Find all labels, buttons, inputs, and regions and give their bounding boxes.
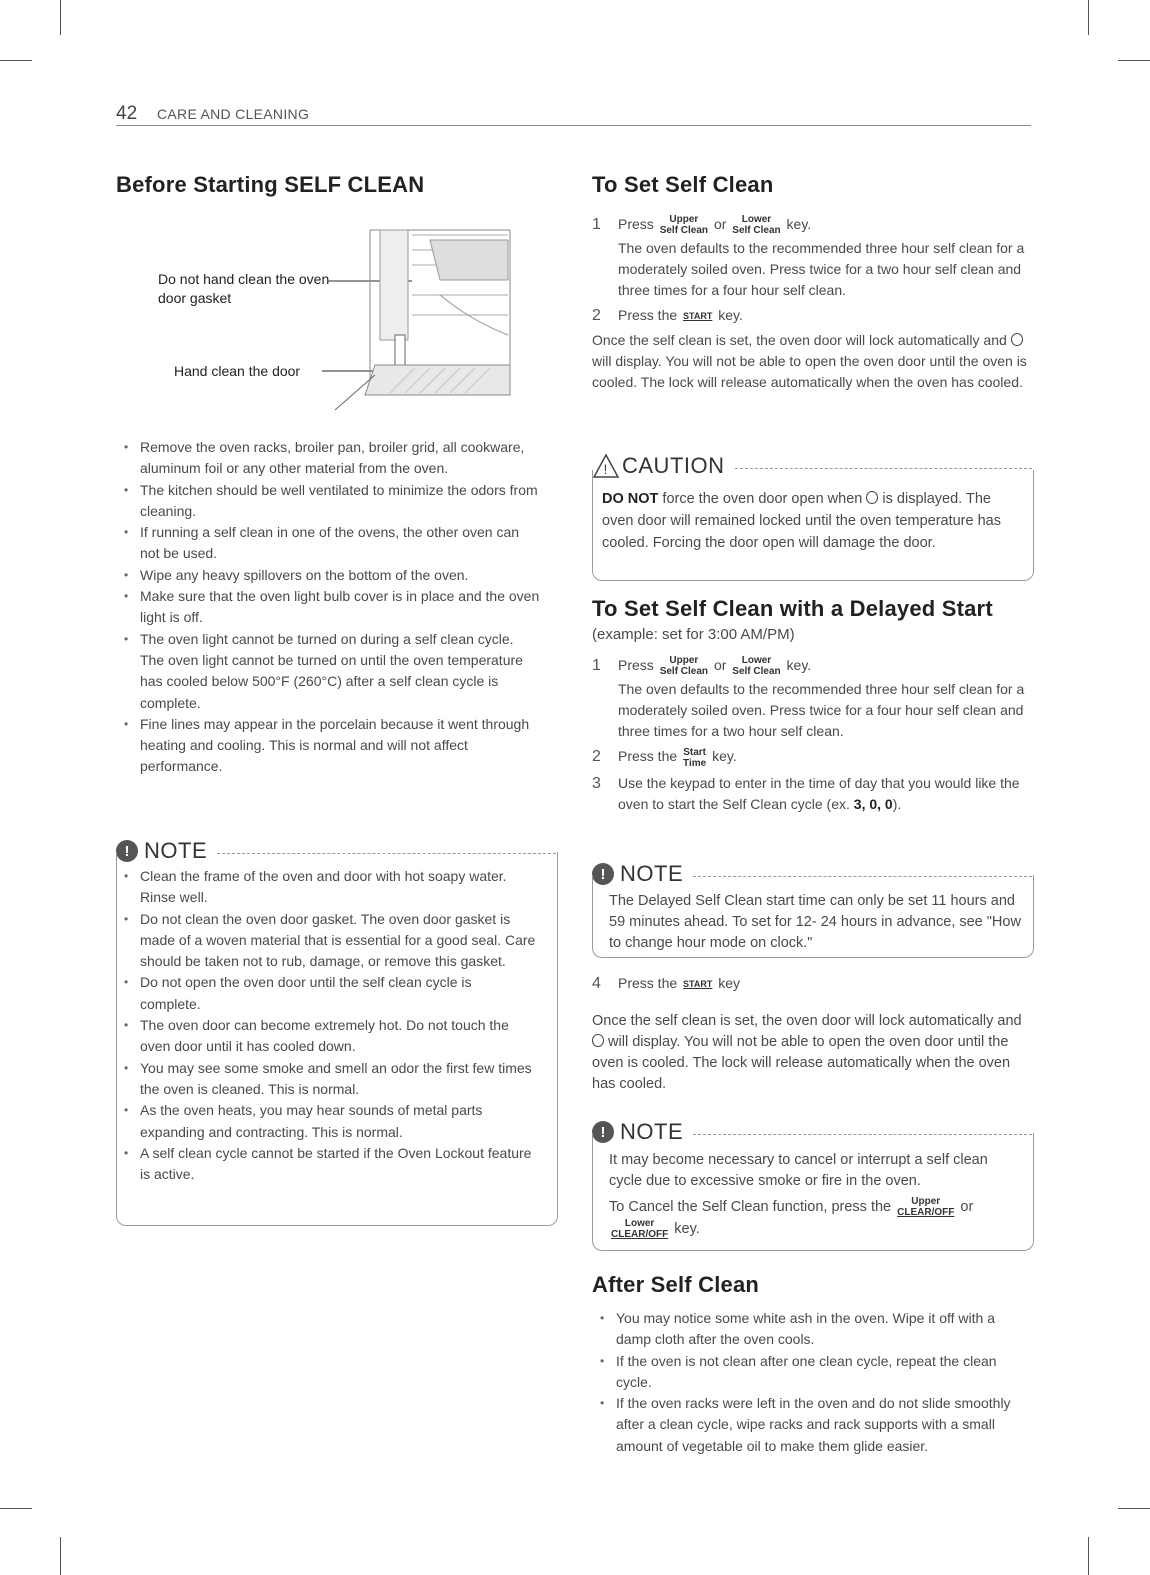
crop-mark [1118, 1508, 1150, 1509]
caution-text: DO NOT force the oven door open when is displayed. The oven door will remained locked until the oven temperature has cooled. Forcing the door open will damage the door. [602, 491, 1001, 551]
preparation-list [116, 437, 540, 778]
upper-self-clean-key: Upper Self Clean [659, 214, 709, 237]
list-item: • Fine lines may appear in the porcelain because it went through heating and cooling. This is normal and will not affect performance. [116, 714, 540, 778]
note-icon: ! [116, 840, 138, 862]
list-item: • If running a self clean in one of the ovens, the other oven can not be used. [116, 522, 540, 565]
start-key: START [683, 311, 713, 322]
oven-door-illustration [140, 225, 520, 415]
note-title: NOTE [620, 1119, 684, 1144]
lock-icon [1011, 333, 1023, 346]
list-item: • If the oven is not clean after one clean cycle, repeat the clean cycle. [592, 1351, 1022, 1394]
list-item: • The oven light cannot be turned on during a self clean cycle. The oven light cannot be turned on until the oven temperature has cooled below 500°F (260°C) after a self clean cycle is complete. [116, 629, 540, 714]
lower-self-clean-key: Lower Self Clean [732, 655, 781, 678]
list-item: • You may notice some white ash in the oven. Wipe it off with a damp cloth after the oven cools. [592, 1308, 1022, 1351]
list-item: • Wipe any heavy spillovers on the bottom of the oven. [116, 565, 540, 586]
svg-text:!: ! [603, 461, 608, 477]
delayed-start-example: (example: set for 3:00 AM/PM) [592, 626, 795, 643]
list-item: • Remove the oven racks, broiler pan, broiler grid, all cookware, aluminum foil or any other material from the oven. [116, 437, 540, 480]
crop-mark [1118, 60, 1150, 61]
list-item: • Make sure that the oven light bulb cover is in place and the oven light is off. [116, 586, 540, 629]
crop-mark [60, 0, 61, 35]
note-title: NOTE [144, 838, 208, 863]
delayed-start-title: To Set Self Clean with a Delayed Start [592, 596, 993, 621]
page-number: 42 [116, 103, 138, 124]
oven-drawing [140, 225, 520, 415]
step-4: 4 Press the START key [592, 975, 741, 992]
lock-paragraph: Once the self clean is set, the oven door will lock automatically and will display. You will not be able to open the oven door until the oven is cooled. The lock will release automatically when the oven has cooled. [592, 1013, 1022, 1092]
left-column [116, 172, 546, 198]
upper-clear-off-key: Upper CLEAR/OFF [897, 1196, 955, 1218]
label-door: Hand clean the door [174, 363, 301, 379]
note-icon: ! [592, 1121, 614, 1143]
lower-self-clean-key: Lower Self Clean [732, 214, 781, 237]
note-icon: ! [592, 863, 614, 885]
list-item: • Clean the frame of the oven and door with hot soapy water. Rinse well. [116, 866, 536, 909]
start-key: START [683, 978, 713, 989]
list-item: • Do not clean the oven door gasket. The oven door gasket is made of a woven material that is essential for a good seal. Care should be taken not to rub, damage, or remove this gasket. [116, 909, 536, 973]
list-item: • The kitchen should be well ventilated to minimize the odors from cleaning. [116, 480, 540, 523]
start-time-key: Start Time [683, 746, 707, 769]
right-column: To Set Self Clean 1 Press Upper Self Clean or Lower Self Clean key. The oven defaults to the recommended three hour self clean for a moderately soiled oven. Press twice for a two hour self clean and three times for a four hour self clean. 2 Press the START key. Once the self clean is set, the oven door will lock automatically and will display. You will not be able to open the oven door until the oven is cooled. The lock will release automatically when the oven has cooled. [592, 172, 1032, 393]
delayed-start-section: To Set Self Clean with a Delayed Start (example: set for 3:00 AM/PM) 1 Press Upper Self Clean or Lower Self Clean key. The oven defaults to the recommended three hour self clean for a moderately soiled oven. Press twice for a four hour self clean and three times for a two hour self clean. 2 Press the Start Time key. 3 Use the keypad to enter in the time of day that you would like the oven to start the Self Clean cycle (ex. 3, 0, 0). [592, 596, 1032, 815]
crop-mark [1088, 0, 1089, 35]
list-item: • Do not open the oven door until the self clean cycle is complete. [116, 972, 536, 1015]
crop-mark [0, 60, 32, 61]
list-item: • As the oven heats, you may hear sounds of metal parts expanding and contracting. This is normal. [116, 1100, 536, 1143]
list-item: • A self clean cycle cannot be started if the Oven Lockout feature is active. [116, 1143, 536, 1186]
upper-self-clean-key: Upper Self Clean [659, 655, 709, 678]
before-self-clean-title: Before Starting SELF CLEAN [116, 172, 425, 197]
list-item: • The oven door can become extremely hot. Do not touch the oven door until it has cooled down. [116, 1015, 536, 1058]
lower-clear-off-key: Lower CLEAR/OFF [611, 1218, 669, 1240]
caution-title: CAUTION [622, 453, 725, 478]
section-title: CARE AND CLEANING [157, 106, 310, 122]
note-text: The Delayed Self Clean start time can only be set 11 hours and 59 minutes ahead. To set for 12- 24 hours in advance, see "How to change hour mode on clock." [609, 893, 1021, 951]
lock-icon [866, 491, 878, 504]
note-title: NOTE [620, 861, 684, 886]
note-list [116, 866, 536, 1185]
list-item: • If the oven racks were left in the oven and do not slide smoothly after a clean cycle, wipe racks and rack supports with a small amount of vegetable oil to make them glide easier. [592, 1393, 1022, 1457]
page-header [116, 103, 1031, 126]
list-item: • You may see some smoke and smell an odor the first few times the oven is cleaned. This is normal. [116, 1058, 536, 1101]
after-self-clean-section [592, 1272, 1022, 1457]
after-self-clean-title: After Self Clean [592, 1272, 760, 1297]
lock-icon [592, 1034, 604, 1047]
crop-mark [60, 1537, 61, 1575]
set-self-clean-title: To Set Self Clean [592, 172, 774, 197]
note-text: It may become necessary to cancel or interrupt a self clean cycle due to excessive smoke or fire in the oven. To Cancel the Self Clean function, press the Upper CLEAR/OFF or Lower CLEAR/OFF key. [609, 1152, 988, 1240]
lock-paragraph: Once the self clean is set, the oven door will lock automatically and will display. You will not be able to open the oven door until the oven is cooled. The lock will release automatically when the oven has cooled. [592, 332, 1027, 391]
crop-mark [0, 1508, 32, 1509]
label-gasket: Do not hand clean the oven door gasket [158, 271, 330, 306]
crop-mark [1088, 1537, 1089, 1575]
